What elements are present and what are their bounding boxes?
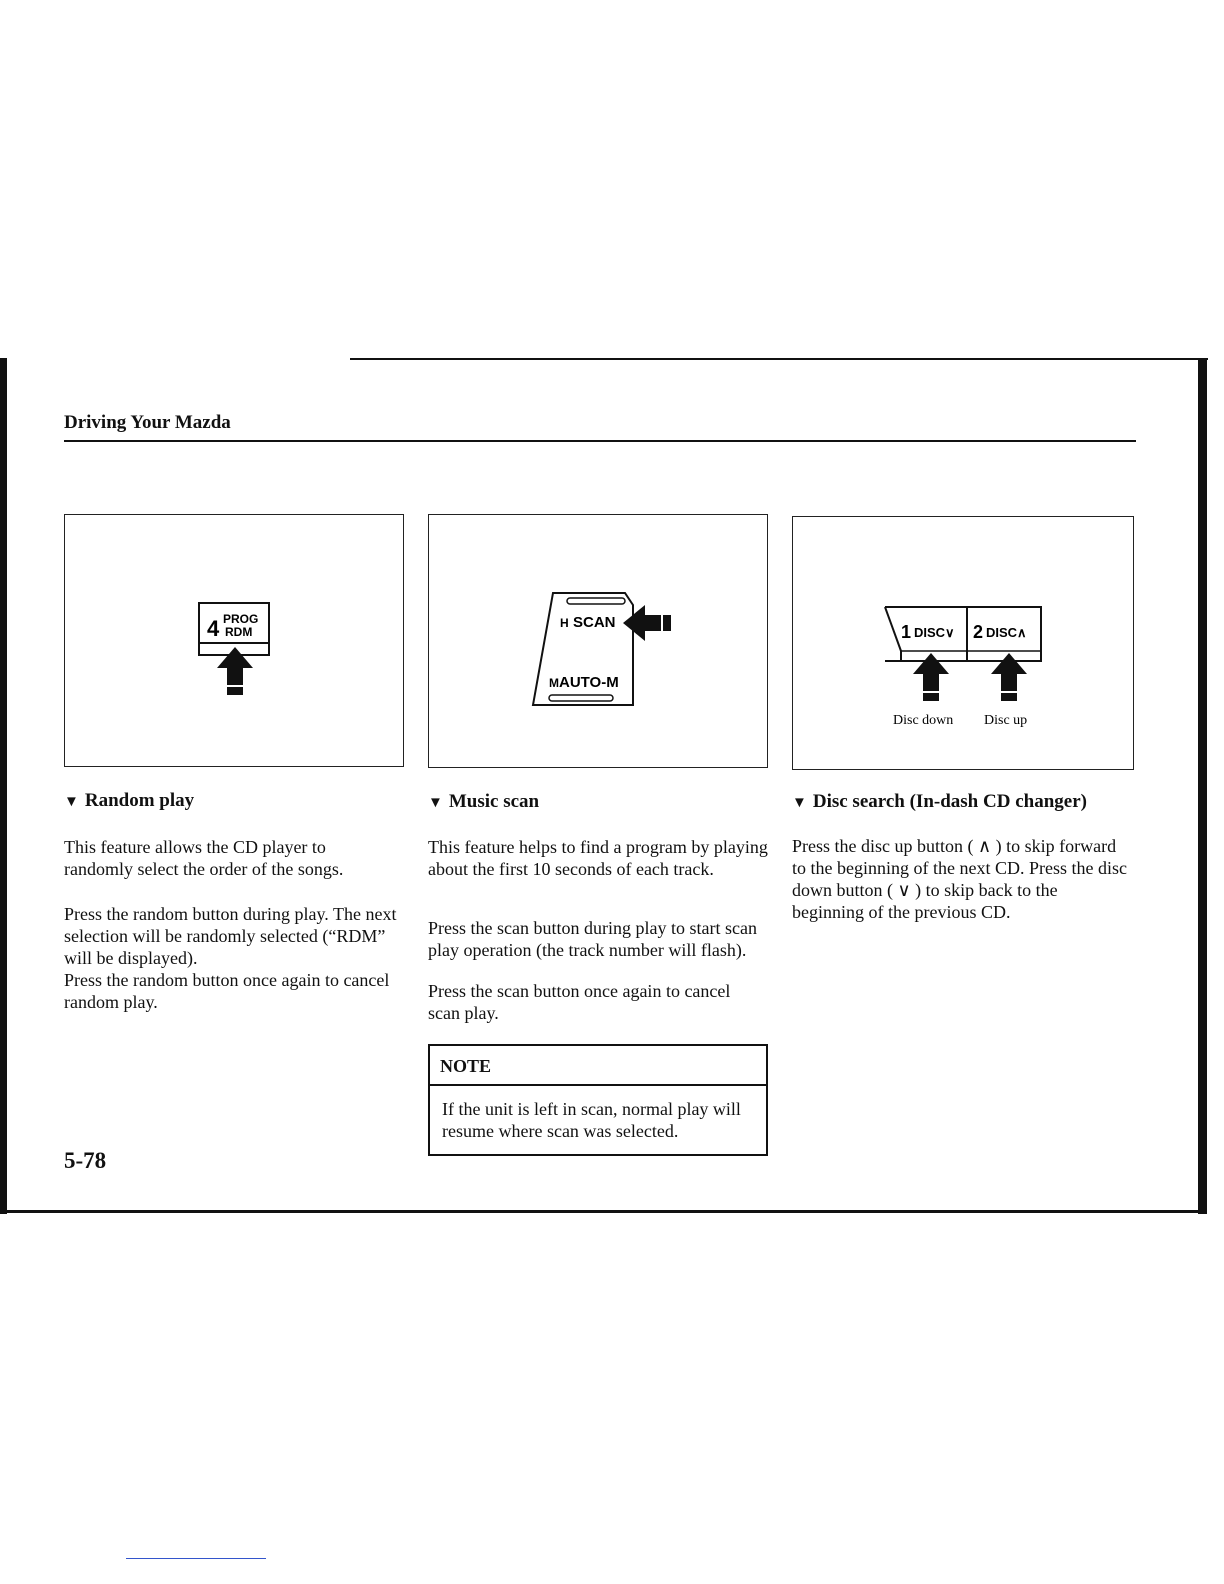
footer-blue-link-line: [126, 1558, 266, 1559]
scan-prefix-label: H: [560, 616, 569, 630]
music-scan-heading-text: Music scan: [448, 791, 540, 812]
music-scan-heading: [428, 791, 539, 813]
right-frame-bar: [1198, 358, 1207, 1214]
scan-button-illustration: [429, 515, 767, 767]
note-body: If the unit is left in scan, normal play will resume where scan was selected.: [442, 1099, 741, 1141]
auto-m-prefix-label: M: [549, 676, 559, 690]
left-frame-bar: [0, 358, 7, 1214]
triangle-bullet-icon: ▼: [428, 795, 443, 811]
random-play-paragraph-1: This feature allows the CD player to randomly select the order of the songs.: [64, 837, 344, 879]
random-play-paragraph-3: Press the random button once again to cancel random play.: [64, 970, 390, 1012]
random-play-heading: [64, 790, 194, 812]
disc-down-button-label: DISC∨: [914, 625, 955, 640]
random-button-rdm-label: RDM: [225, 625, 253, 639]
disc-up-button-label: DISC∧: [986, 625, 1027, 640]
top-frame-rule: [350, 358, 1208, 360]
random-play-heading-text: Random play: [84, 790, 195, 811]
disc-up-digit: 2: [973, 622, 984, 642]
random-play-figure: [64, 514, 404, 767]
note-title: NOTE: [430, 1046, 766, 1086]
disc-search-paragraph: Press the disc up button ( ∧ ) to skip forward to the beginning of the next CD. Press the disc down button ( ∨ ) to skip back to the beginning of the previous CD.: [792, 836, 1127, 922]
header-rule: [64, 440, 1136, 442]
random-button-illustration: [65, 515, 403, 766]
disc-down-digit: 1: [901, 622, 912, 642]
auto-m-label: AUTO-M: [559, 674, 619, 691]
disc-down-caption: Disc down: [893, 713, 954, 728]
music-scan-paragraph-1: This feature helps to find a program by playing about the first 10 seconds of each track.: [428, 837, 768, 879]
random-button-prog-label: PROG: [223, 612, 259, 626]
section-title: Driving Your Mazda: [64, 412, 231, 433]
disc-up-caption: Disc up: [984, 713, 1028, 728]
scan-label: SCAN: [573, 614, 616, 631]
music-scan-paragraph-3: Press the scan button once again to cancel scan play.: [428, 981, 731, 1023]
bottom-frame-rule: [0, 1210, 1207, 1213]
disc-search-figure: [792, 516, 1134, 770]
disc-search-heading: [792, 791, 1087, 813]
note-box: [428, 1044, 768, 1156]
disc-search-heading-text: Disc search (In-dash CD changer): [812, 791, 1087, 812]
triangle-bullet-icon: ▼: [792, 795, 807, 811]
music-scan-figure: [428, 514, 768, 768]
random-play-paragraph-2: Press the random button during play. The next selection will be randomly selected (“RDM” will be displayed).: [64, 904, 397, 968]
disc-buttons-illustration: [793, 517, 1133, 769]
triangle-bullet-icon: ▼: [64, 794, 79, 810]
page-number: 5-78: [64, 1148, 107, 1173]
random-button-digit: 4: [207, 616, 220, 641]
music-scan-paragraph-2: Press the scan button during play to start scan play operation (the track number will flash).: [428, 918, 757, 960]
